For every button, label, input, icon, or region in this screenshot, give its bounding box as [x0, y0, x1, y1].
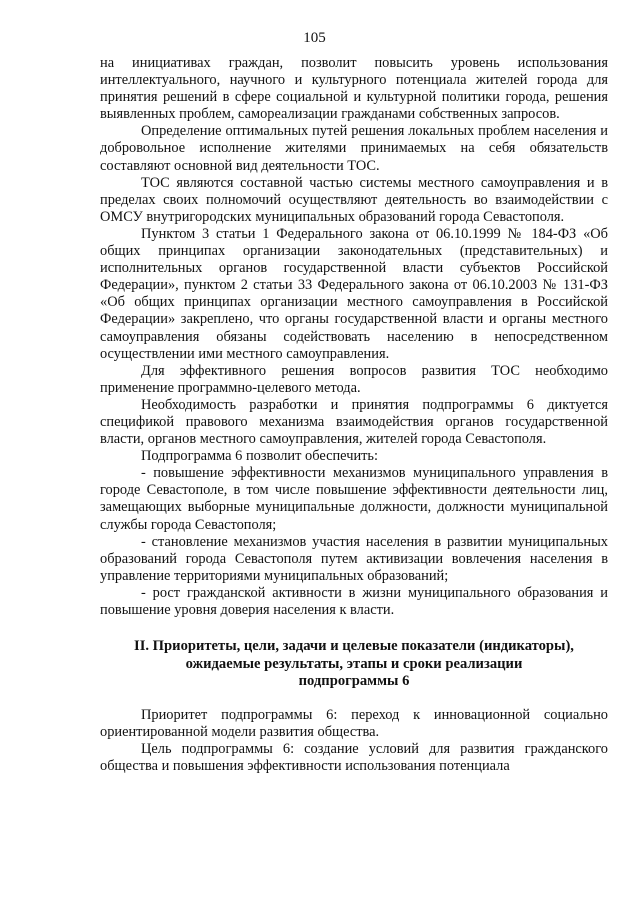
paragraph: Подпрограмма 6 позволит обеспечить: — [141, 448, 378, 465]
paragraph: ТОС являются составной частью системы местного самоуправления и в пределах своих полномочий осуществляют деятельность во взаимодействии с ОМСУ внутригородских муниципальных образований города Севастополя. — [100, 174, 608, 225]
section-title-line: ожидаемые результаты, этапы и сроки реализации — [185, 655, 523, 672]
page-number: 105 — [303, 30, 326, 46]
paragraphs-top — [100, 55, 608, 619]
section-title-line: II. Приоритеты, цели, задачи и целевые показатели (индикаторы), — [134, 638, 574, 655]
section-title — [100, 638, 608, 691]
paragraph: Пунктом 3 статьи 1 Федерального закона от 06.10.1999 № 184-ФЗ «Об общих принципах организации законодательных (представительных) и исполнительных органов государственной власти субъектов Российской Федерации», пунктом 2 статьи 33 Федерального закона от 06.10.2003 № 131-ФЗ «Об общих принципах организации местного самоуправления в Российской Федерации» закреплено, что органы государственной власти и органы местного самоуправления обязаны содействовать населению в непосредственном осуществлении ими местного самоуправления. — [100, 225, 608, 362]
page-body — [100, 55, 608, 775]
list-item: - становление механизмов участия населения в развитии муниципальных образований города Севастополя путем активизации вовлечения населения в управление территориями муниципальных образований; — [100, 533, 608, 584]
paragraph: Цель подпрограммы 6: создание условий для развития гражданского общества и повышения эффективности использования потенциала — [100, 741, 608, 775]
list-item: - рост гражданской активности в жизни муниципального образования и повышение уровня доверия населения к власти. — [100, 584, 608, 618]
paragraph: Необходимость разработки и принятия подпрограммы 6 диктуется спецификой правового механизма взаимодействия органов государственной власти, органов местного самоуправления, жителей города Севастополя. — [100, 396, 608, 448]
paragraph: Для эффективного решения вопросов развития ТОС необходимо применение программно-целевого метода. — [100, 362, 608, 396]
paragraph: на инициативах граждан, позволит повысить уровень использования интеллектуального, научного и культурного потенциала жителей города для принятия решений в сфере социальной и культурной политики города, решения выявленных проблем, самореализации гражданами собственных запросов. — [100, 55, 608, 123]
list-item: - повышение эффективности механизмов муниципального управления в городе Севастополе, в том числе повышение эффективности деятельности лиц, замещающих выборные муниципальные должности, должности муниципальной службы города Севастополя; — [100, 465, 608, 533]
paragraph: Определение оптимальных путей решения локальных проблем населения и добровольное исполнение жителями принимаемых на себя обязательств составляют основной вид деятельности ТОС. — [100, 123, 608, 174]
paragraphs-bottom — [100, 707, 608, 775]
section-title-line: подпрограммы 6 — [298, 673, 410, 690]
paragraph: Приоритет подпрограммы 6: переход к инновационной социально ориентированной модели развития общества. — [100, 706, 608, 740]
